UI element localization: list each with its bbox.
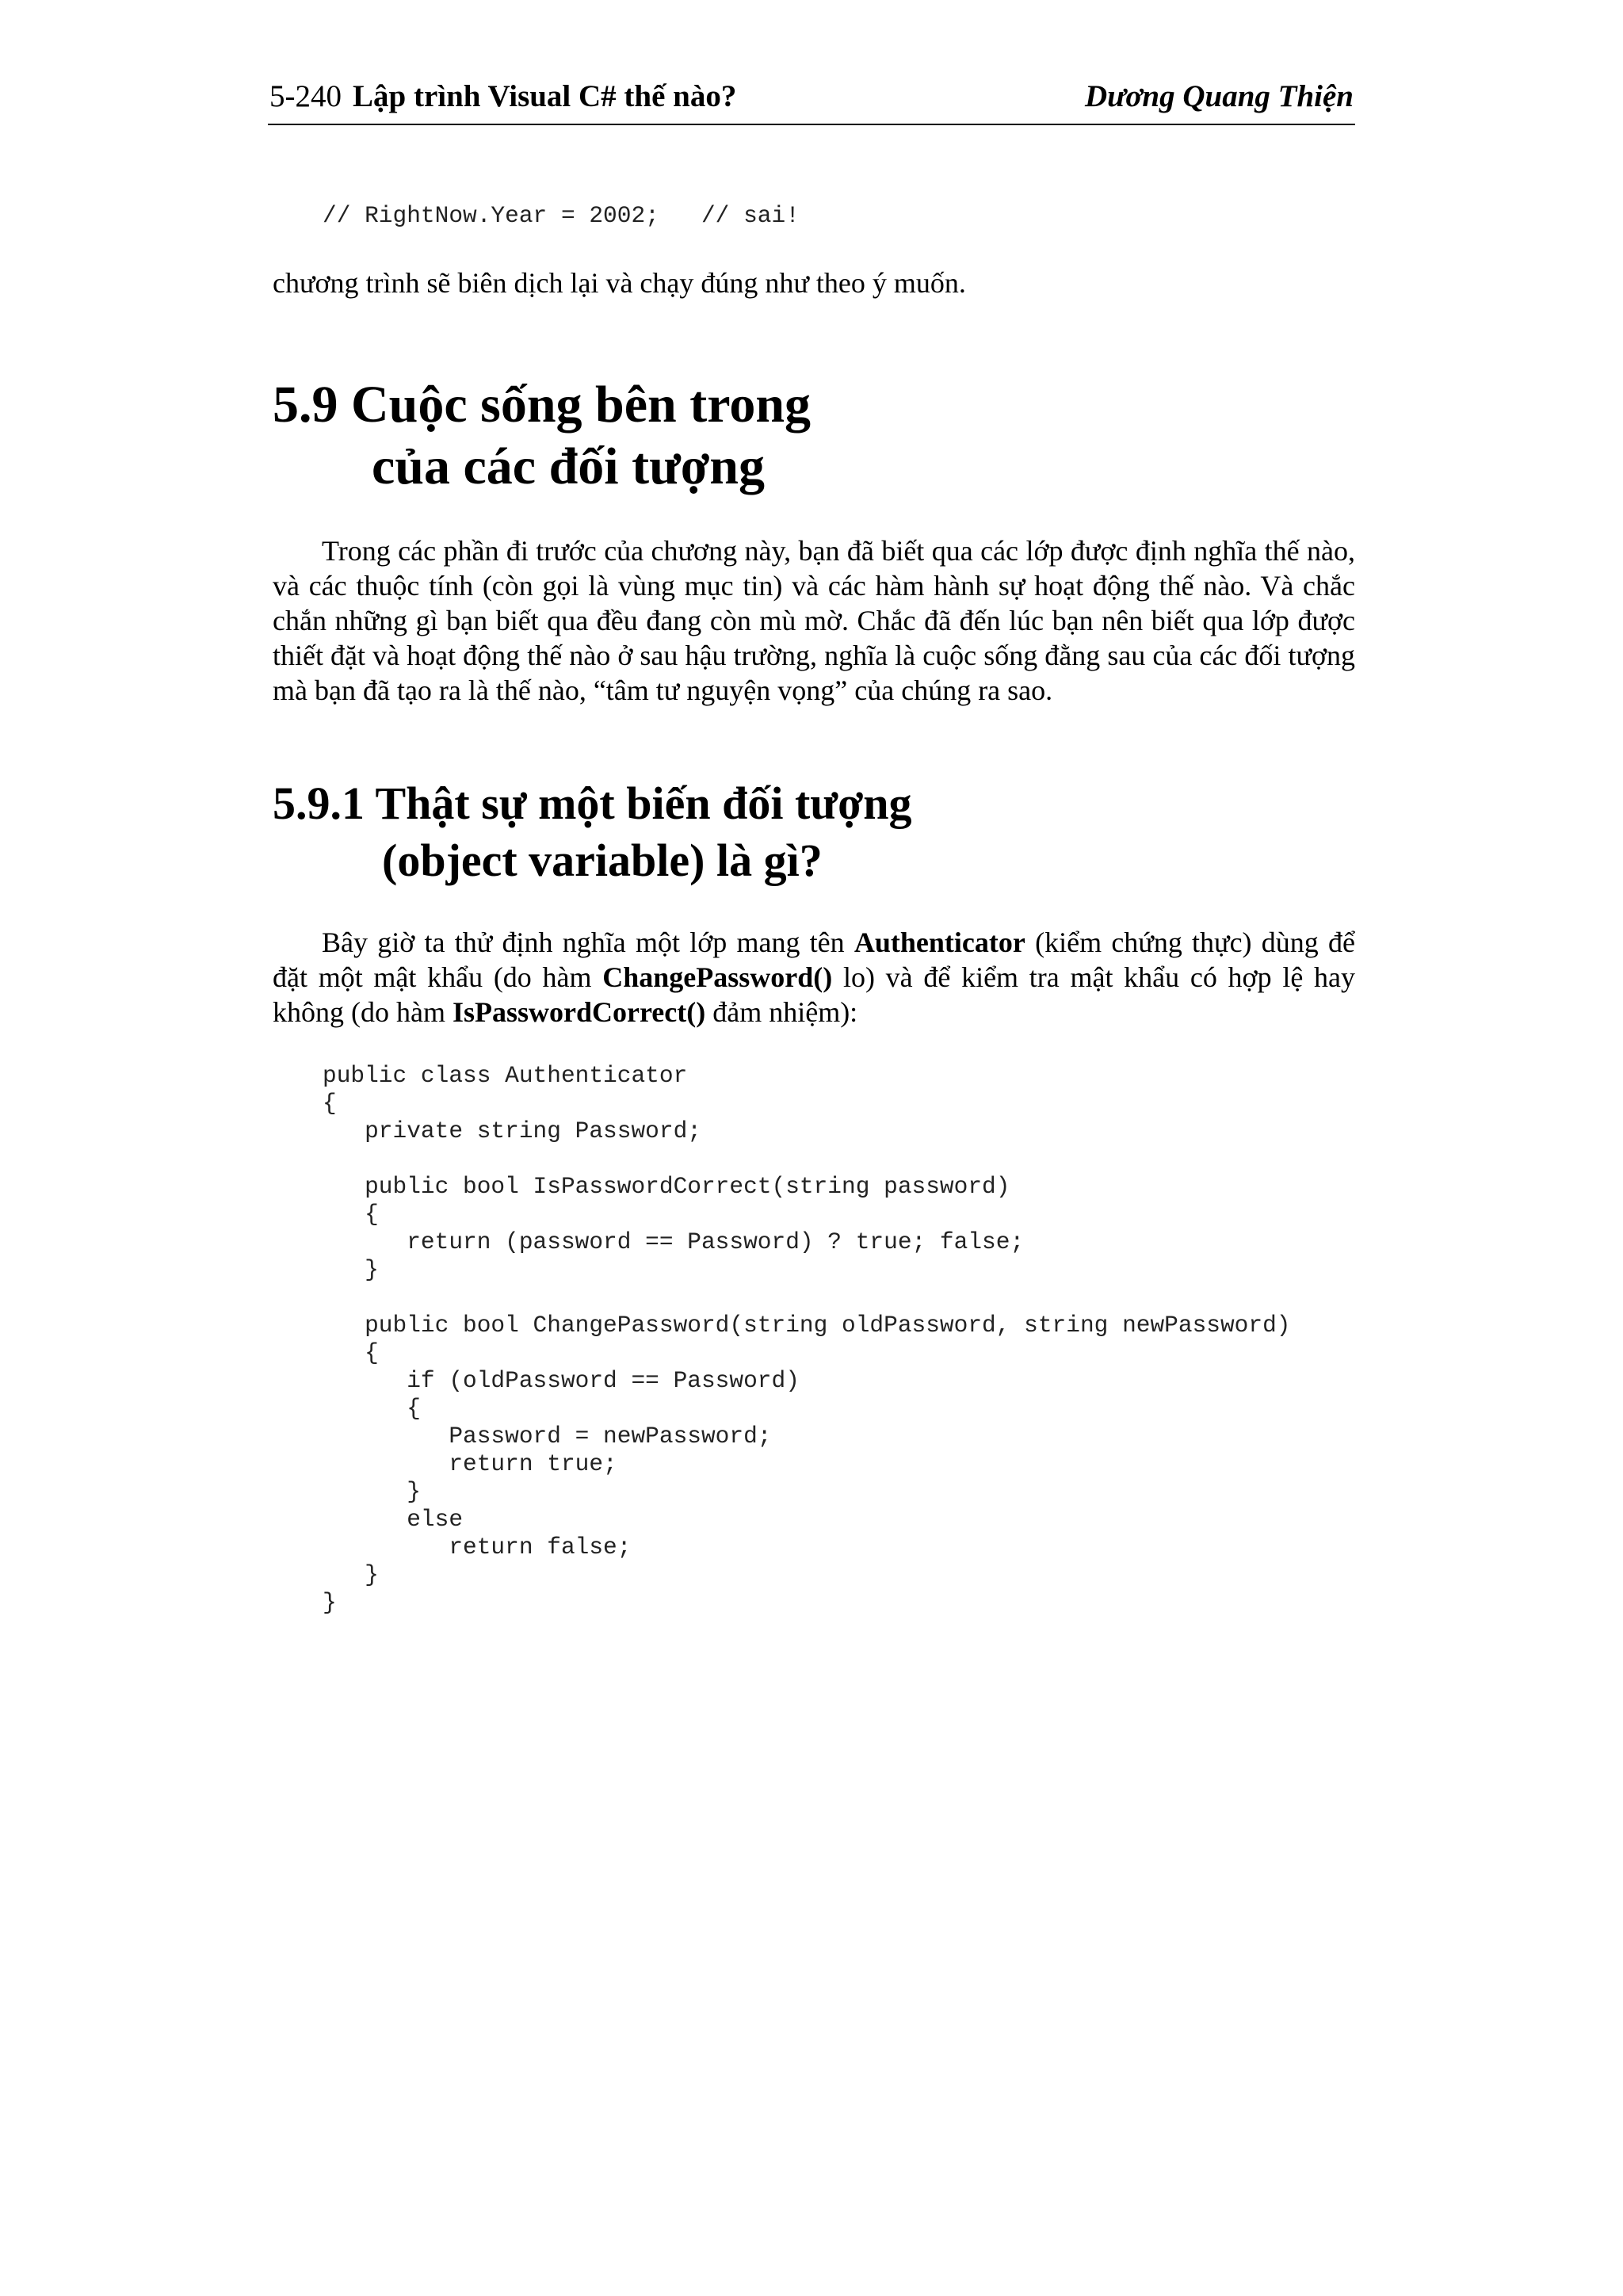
term-change-password: ChangePassword() — [602, 961, 833, 993]
section-heading-5-9-1 — [273, 775, 911, 889]
paragraph-compile-note: chương trình sẽ biên dịch lại và chạy đúng như theo ý muốn. — [273, 267, 966, 299]
code-block-authenticator: public class Authenticator { private string Password; public bool IsPasswordCorrect(string password) { return (password == Password) ? true; false; } public bool ChangePassword(string oldPassword, string newPassword) { if (oldPassword == Password) { Password = newPassword; return true; } else return false; } } — [323, 1062, 1291, 1616]
author-name: Dương Quang Thiện — [1084, 79, 1354, 113]
section-heading-5-9-line1: 5.9 Cuộc sống bên trong — [273, 376, 812, 434]
term-authenticator: Authenticator — [854, 926, 1025, 958]
term-is-password-correct: IsPasswordCorrect() — [452, 996, 706, 1028]
para3-text-1: Bây giờ ta thử định nghĩa một lớp mang tên — [322, 926, 854, 958]
page-header — [268, 75, 1355, 123]
section-heading-5-9 — [273, 374, 811, 498]
header-rule — [268, 124, 1355, 125]
book-title: Lập trình Visual C# thế nào? — [353, 79, 737, 113]
para3-text-3: lo) và để kiểm tra mật khẩu có hợp lệ hay không (do hàm — [273, 961, 1355, 1028]
paragraph-authenticator-intro — [273, 925, 1355, 1030]
page-number: 5-240 — [269, 79, 342, 113]
section-heading-5-9-1-line1: 5.9.1 Thật sự một biến đối tượng — [273, 777, 912, 829]
header-left — [269, 78, 736, 114]
para3-text-4: đảm nhiệm): — [705, 996, 858, 1028]
code-snippet-commented: // RightNow.Year = 2002; // sai! — [323, 202, 800, 229]
section-heading-5-9-1-line2: (object variable) là gì? — [382, 835, 823, 886]
section-heading-5-9-line2: của các đối tượng — [372, 437, 765, 495]
para3-text-2: (kiểm chứng thực) dùng để đặt một mật khẩu (do hàm — [273, 926, 1355, 993]
paragraph-objects-intro: Trong các phần đi trước của chương này, bạn đã biết qua các lớp được định nghĩa thế nào, và các thuộc tính (còn gọi là vùng mục tin) và các hàm hành sự hoạt động thế nào. Và chắc chắn những gì bạn biết qua đều đang còn mù mờ. Chắc đã đến lúc bạn nên biết qua lớp được thiết đặt và hoạt động thế nào ở sau hậu trường, nghĩa là cuộc sống đằng sau của các đối tượng mà bạn đã tạo ra là thế nào, “tâm tư nguyện vọng” của chúng ra sao. — [273, 535, 1355, 706]
